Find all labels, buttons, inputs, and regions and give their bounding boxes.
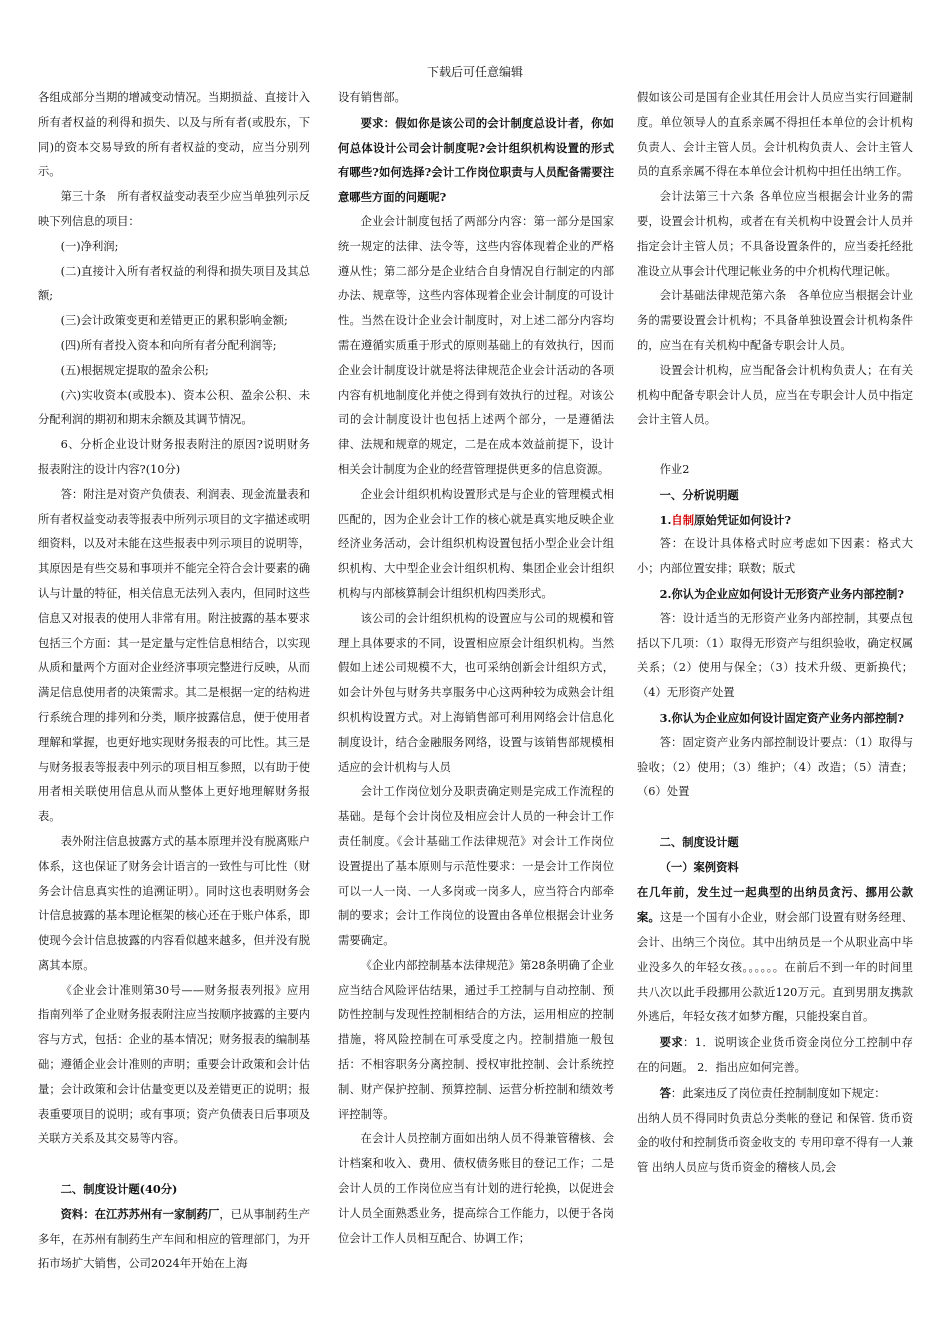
- page-header: 下载后可任意编辑: [426, 65, 523, 79]
- section-heading: 二、制度设计题(40分): [60, 1182, 178, 1197]
- resource-text: ，已从事制药生产多年，在苏州有制药生产车间和相应的管理部门，为开拓市场扩大销售，公司2024年开始在上海: [38, 1207, 310, 1271]
- requirement: [338, 111, 614, 210]
- paragraph: 假如该公司是国有企业其任用会计人员应当实行回避制度。单位领导人的直系亲属不得担任本单位的会计机构负责人、会计主管人员。会计机构负责人、会计主管人员的直系亲属不得在本单位会计机构中担任出纳工作。: [637, 91, 913, 179]
- list-item: (三)会计政策变更和差错更正的累积影响金额;: [60, 314, 288, 328]
- paragraph: 设置会计机构，应当配备会计机构负责人；在有关机构中配备专职会计人员，应当在专职会计人员中指定会计主管人员。: [637, 363, 913, 427]
- article-30: 第三十条 所有者权益变动表至少应当单独列示反映下列信息的项目：: [38, 190, 310, 228]
- list-item: (一)净利润;: [60, 239, 119, 253]
- list-item: (五)根据规定提取的盈余公积;: [60, 363, 209, 377]
- paragraph: 会计基础法律规范第六条 各单位应当根据会计业务的需要设置会计机构；不具备单独设置会计机构条件的，应当在有关机构中配备专职会计人员。: [637, 289, 913, 352]
- answer-1: 答：在设计具体格式时应考虑如下因素：格式大小；内部位置安排；联数；版式: [637, 537, 913, 576]
- paragraph: 该公司的会计组织机构的设置应与公司的规模和管理上具体要求的不同，设置相应原会计组织机构。当然假如上述公司规模不大，也可采纳创新会计组织方式，如会计外包与财务共享服务中心这两种较为成熟会计组织机构设置方式。对上海销售部可利用网络会计信息化制度设计，结合金融服务网络，设置与该销售部规模相适应的会计机构与人员: [338, 611, 614, 774]
- paragraph: 企业会计制度包括了两部分内容：第一部分是国家统一规定的法律、法令等，这些内容体现着企业的严格遵从性；第二部分是企业结合自身情况自行制定的内部办法、规章等，这些内容体现着企业会计制度的可设计性。当然在设计企业会计制度时，对上述二部分内容均需在遵循实质重于形式的原则基础上的有效执行，因而企业会计制度设计就是将法律规范企业会计活动的各项内容有机地制度化并使之得到有效执行的过程。对该公司的会计制度设计也包括上述两个部分，一是遵循法律、法规和规章的规定，二是在成本效益前提下，设计相关会计制度为企业的经营管理提供更多的信息资源。: [338, 214, 614, 476]
- case-resource: [38, 1202, 310, 1277]
- question-1: 1.自制原始凭证如何设计?: [659, 512, 791, 527]
- case-answer-body: 出纳人员不得同时负责总分类帐的登记 和保管. 货币资金的收付和控制货币资金收支的 专用印章不得有一人兼管 出纳人员应与货币资金的稽核人员,会: [637, 1111, 913, 1175]
- case-text: 在几年前，发生过一起典型的出纳员贪污、挪用公款案。这是一个国有小企业，财会部门设置有财务经理、会计、出纳三个岗位。其中出纳员是一个从职业高中毕业没多久的年轻女孩。。。。。。在前后不到一年的时间里共八次以此手段挪用公款近120万元。直到男朋友携款外逃后，年轻女孩才如梦方醒，只能投案自首。: [637, 884, 913, 1024]
- list-item: (四)所有者投入资本和向所有者分配利润等;: [60, 338, 277, 352]
- paragraph: 《企业会计准则第30号——财务报表列报》应用指南列举了企业财务报表附注应当按顺序披露的主要内容与方式，包括：企业的基本情况；财务报表的编制基础；遵循企业会计准则的声明；重要会计政策和会计估量；会计政策和会计估量变更以及差错更正的说明；报表重要项目的说明；或有事项；资产负债表日后事项及关联方关系及其交易等内容。: [38, 983, 310, 1146]
- question-2: 2.你认为企业应如何设计无形资产业务内部控制?: [659, 586, 904, 601]
- case-answer: 答：此案违反了岗位责任控制制度如下规定：: [659, 1085, 886, 1100]
- highlight-text: 自制: [671, 512, 694, 527]
- resource-label: 资料：在江苏苏州有一家制药厂: [60, 1206, 220, 1221]
- paragraph: 《企业内部控制基本法律规范》第28条明确了企业应当结合风险评估结果，通过手工控制与自动控制、预防性控制与发现性控制相结合的方法，运用相应的控制措施，将风险控制在可承受度之内。控制措施一般包括：不相容职务分离控制、授权审批控制、会计系统控制、财产保护控制、预算控制、运营分析控制和绩效考评控制等。: [338, 958, 614, 1121]
- paragraph: 会计法第三十六条 各单位应当根据会计业务的需要，设置会计机构，或者在有关机构中设置会计人员并指定会计主管人员；不具备设置条件的，应当委托经批准设立从事会计代理记帐业务的中介机构代理记帐。: [637, 190, 913, 278]
- question-3: 3.你认为企业应如何设计固定资产业务内部控制?: [659, 710, 904, 725]
- case-requirement: 要求：1．说明该企业货币资金岗位分工控制中存在的问题。 2．指出应如何完善。: [637, 1035, 913, 1075]
- paragraph: 在会计人员控制方面如出纳人员不得兼管稽核、会计档案和收入、费用、债权债务账目的登记工作；二是会计人员的工作岗位应当有计划的进行轮换，以促进会计人员全面熟悉业务，提高综合工作能力，以便于各岗位会计工作人员相互配合、协调工作；: [338, 1132, 614, 1245]
- paragraph: 表外附注信息披露方式的基本原理并没有脱离账户体系，这也保证了财务会计语言的一致性与可比性（财务会计信息真实性的追溯证明）。同时这也表明财务会计信息披露的基本理论框架的核心还在于账户体系，即使现今会计信息披露的内容看似越来越多，但并没有脱离其本原。: [38, 834, 310, 972]
- section-heading: 一、分析说明题: [659, 487, 739, 502]
- column-right: [637, 86, 913, 1336]
- paragraph: 会计工作岗位划分及职责确定则是完成工作流程的基础。是每个会计岗位及相应会计人员的一种会计工作责任制度。《会计基础工作法律规范》对会计工作岗位设置提出了基本原则与示范性要求：一是会计工作岗位可以一人一岗、一人多岗或一岗多人，应当符合内部牵制的要求；会计工作岗位的设置由各单位根据会计业务需要确定。: [338, 785, 614, 948]
- section-heading: 二、制度设计题: [659, 834, 739, 849]
- answer-3: 答：固定资产业务内部控制设计要点：（1）取得与验收；（2）使用；（3）维护；（4）改造；（5）清查；（6）处置: [637, 735, 913, 799]
- question-6: 6、分析企业设计财务报表附注的原因?说明财务报表附注的设计内容?(10分): [38, 438, 310, 476]
- paragraph: 企业会计组织机构设置形式是与企业的管理模式相匹配的，因为企业会计工作的核心就是真实地反映企业经济业务活动，会计组织机构设置包括小型企业会计组织机构、大中型企业会计组织机构、集团企业会计组织机构与内部核算制会计组织机构四类形式。: [338, 487, 614, 600]
- paragraph: 设有销售部。: [338, 91, 406, 104]
- column-left: [38, 86, 310, 1336]
- answer-6: 答：附注是对资产负债表、利润表、现金流量表和所有者权益变动表等报表中所列示项目的文字描述或明细资料，以及对未能在这些报表中列示项目的说明等，其原因是有些交易和事项并不能完全符合会计要素的确认与计量的特征，相关信息无法列入表内，但同时这些信息又对报表的使用人非常有用。附注披露的基本要求包括三个方面：其一是定量与定性信息相结合，以实现从质和量两个方面对企业经济事项完整进行反映，从而满足信息使用者的决策需求。其二是根据一定的结构进行系统合理的排列和分类，顺序披露信息，便于使用者理解和掌握，也更好地实现财务报表的可比性。其三是与财务报表等报表中列示的项目相互参照，以有助于使用者相关联使用信息从而从整体上更好地理解财务报表。: [38, 487, 310, 824]
- case-heading: （一）案例资料: [659, 859, 739, 874]
- list-item: (六)实收资本(或股本)、资本公积、盈余公积、未分配利润的期初和期末余额及其调节情况。: [38, 388, 310, 427]
- answer-2: 答：设计适当的无形资产业务内部控制，其要点包括以下几项：（1）取得无形资产与组织验收，确定权属关系；（2）使用与保全；（3）技术升级、更新换代；（4）无形资产处置: [637, 611, 913, 700]
- requirement-text: 假如你是该公司的会计制度总设计者，你如何总体设计公司会计制度呢?会计组织机构设置的形式有哪些?如何选择?会计工作岗位职责与人员配备需要注意哪些方面的问题呢?: [338, 115, 614, 205]
- column-middle: [338, 86, 614, 1336]
- paragraph: 各组成部分当期的增减变动情况。当期损益、直接计入所有者权益的利得和损失、以及与所有者(或股东，下同)的资本交易导致的所有者权益的变动，应当分别列示。: [38, 91, 310, 179]
- requirement-label: 要求：: [360, 115, 396, 130]
- list-item: (二)直接计入所有者权益的利得和损失项目及其总额;: [38, 264, 310, 303]
- homework-title: 作业2: [659, 462, 690, 476]
